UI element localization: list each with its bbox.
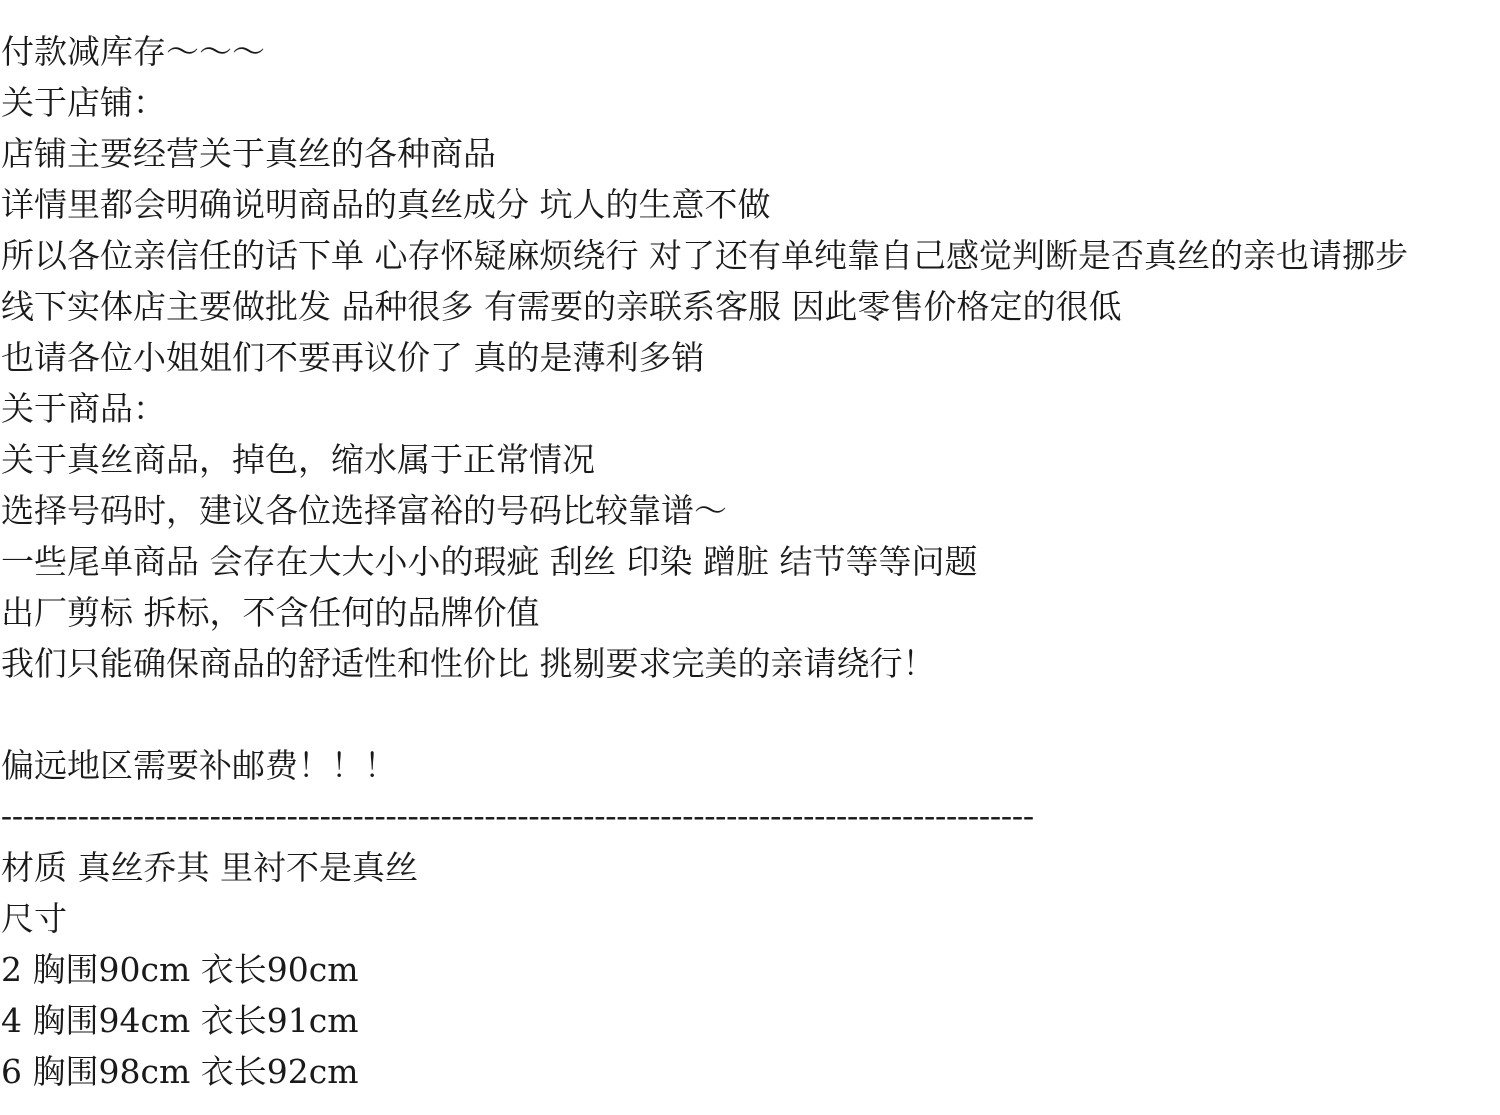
size-row-2: 2 胸围90cm 衣长90cm xyxy=(1,950,359,989)
text-line-store-business: 店铺主要经营关于真丝的各种商品 xyxy=(1,134,496,173)
text-line-defects: 一些尾单商品 会存在大大小小的瑕疵 刮丝 印染 蹭脏 结节等等问题 xyxy=(1,542,978,581)
dashed-divider: ---------------------------------------------------------------------------------------------- xyxy=(1,798,1034,834)
text-line-payment-note: 付款减库存～～～ xyxy=(1,32,265,71)
size-row-4: 4 胸围94cm 衣长91cm xyxy=(1,1001,359,1040)
text-line-no-bargain: 也请各位小姐姐们不要再议价了 真的是薄利多销 xyxy=(1,338,705,377)
text-line-material: 材质 真丝乔其 里衬不是真丝 xyxy=(1,848,418,887)
size-row-6: 6 胸围98cm 衣长92cm xyxy=(1,1052,359,1091)
text-line-labels-cut: 出厂剪标 拆标，不含任何的品牌价值 xyxy=(1,593,540,632)
heading-size: 尺寸 xyxy=(1,899,67,938)
text-line-trust-note: 所以各位亲信任的话下单 心存怀疑麻烦绕行 对了还有单纯靠自己感觉判断是否真丝的亲也请挪步 xyxy=(1,236,1408,275)
text-line-wholesale-note: 线下实体店主要做批发 品种很多 有需要的亲联系客服 因此零售价格定的很低 xyxy=(1,287,1122,326)
blank-line xyxy=(1,689,1500,740)
text-line-comfort-value: 我们只能确保商品的舒适性和性价比 挑剔要求完美的亲请绕行！ xyxy=(1,644,936,683)
text-line-fading-shrinking: 关于真丝商品，掉色，缩水属于正常情况 xyxy=(1,440,595,479)
text-line-silk-content: 详情里都会明确说明商品的真丝成分 坑人的生意不做 xyxy=(1,185,771,224)
heading-about-store: 关于店铺： xyxy=(1,83,166,122)
heading-about-products: 关于商品： xyxy=(1,389,166,428)
text-line-remote-shipping: 偏远地区需要补邮费！！！ xyxy=(1,746,397,785)
text-line-size-advice: 选择号码时，建议各位选择富裕的号码比较靠谱～ xyxy=(1,491,727,530)
